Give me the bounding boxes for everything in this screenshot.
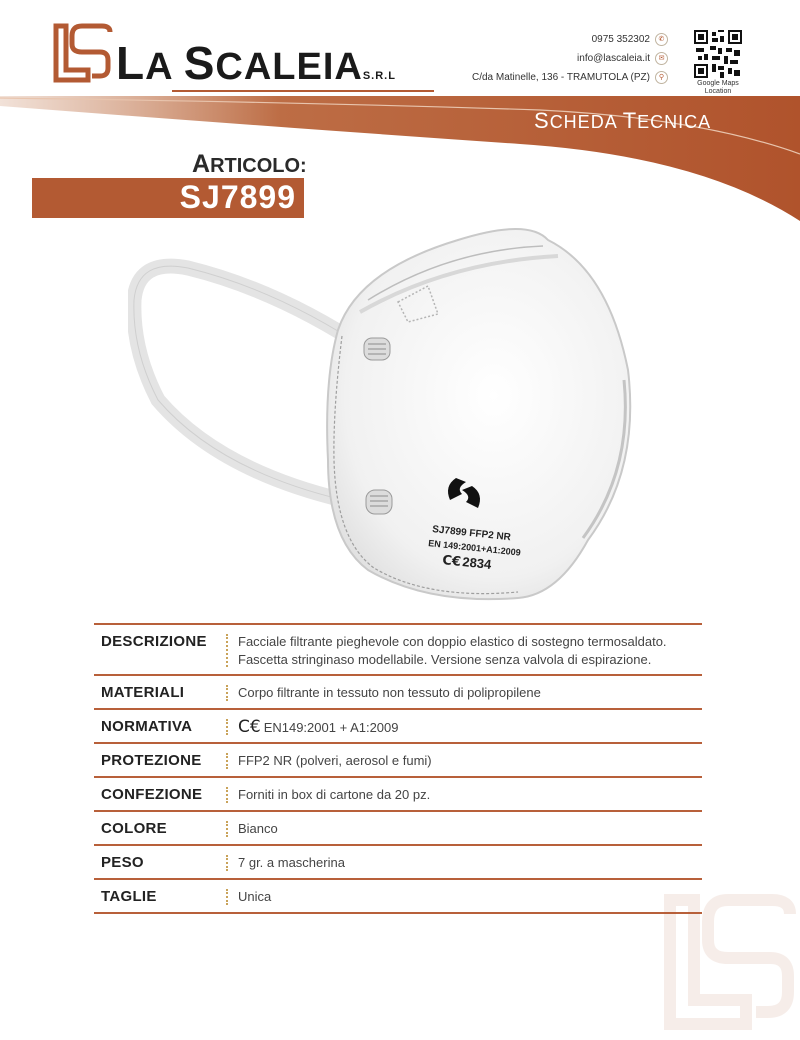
spec-label: MATERIALI <box>101 684 185 701</box>
article-label: ARTICOLO: <box>192 150 307 178</box>
location-pin-icon: ⚲ <box>655 71 668 84</box>
spec-table <box>94 623 702 914</box>
email-icon: ✉ <box>655 52 668 65</box>
spec-row-descrizione <box>94 623 702 674</box>
spec-label: NORMATIVA <box>101 718 193 735</box>
qr-caption: Google Maps Location <box>697 80 739 95</box>
spec-row-confezione <box>94 776 702 810</box>
contact-address <box>472 68 668 87</box>
company-name: LA SCALEIAS.R.L <box>116 37 396 89</box>
phone-number: 0975 352302 <box>591 33 650 45</box>
spec-separator <box>226 634 238 667</box>
spec-separator <box>226 787 238 803</box>
mask-print-line1: SJ7899 FFP2 NR <box>431 524 512 544</box>
spec-label: PROTEZIONE <box>101 752 202 769</box>
company-logo <box>52 22 396 92</box>
spec-value: 7 gr. a mascherina <box>238 855 345 870</box>
spec-separator <box>226 719 238 735</box>
contact-phone <box>472 30 668 49</box>
spec-row-materiali <box>94 674 702 708</box>
logo-underline <box>172 90 434 92</box>
spec-separator <box>226 889 238 905</box>
contact-email <box>472 49 668 68</box>
product-mask-image <box>128 210 668 610</box>
spec-row-normativa <box>94 708 702 742</box>
spec-value: Facciale filtrante pieghevole con doppio elastico di sostegno termosaldato. Fascetta stringinaso modellabile. Versione senza valvola di espirazione. <box>238 634 667 667</box>
postal-address: C/da Matinelle, 136 - TRAMUTOLA (PZ) <box>471 71 650 83</box>
spec-value: Forniti in box di cartone da 20 pz. <box>238 787 431 802</box>
logo-watermark-icon <box>650 880 800 1040</box>
spec-row-protezione <box>94 742 702 776</box>
spec-label: COLORE <box>101 820 167 837</box>
mask-ce-mark: C€ <box>441 553 462 570</box>
contact-block <box>472 30 668 87</box>
spec-label: TAGLIE <box>101 888 157 905</box>
spec-row-colore <box>94 810 702 844</box>
mask-print-line3: 2834 <box>461 554 493 573</box>
spec-value: C€ EN149:2001 + A1:2009 <box>238 717 399 737</box>
phone-icon: ✆ <box>655 33 668 46</box>
spec-label: DESCRIZIONE <box>101 633 207 650</box>
mask-print-line2: EN 149:2001+A1:2009 <box>427 538 522 558</box>
spec-separator <box>226 685 238 701</box>
spec-separator <box>226 753 238 769</box>
document-title: SCHEDA TECNICA <box>534 108 712 133</box>
qr-code-icon <box>694 30 742 78</box>
spec-value: FFP2 NR (polveri, aerosol e fumi) <box>238 753 432 768</box>
email-address: info@lascaleia.it <box>577 52 650 64</box>
spec-value: Corpo filtrante in tessuto non tessuto di polipropilene <box>238 685 541 700</box>
spec-value: Unica <box>238 889 272 904</box>
spec-separator <box>226 821 238 837</box>
company-suffix: S.R.L <box>362 70 396 82</box>
ce-mark-icon: C€ <box>238 717 261 737</box>
logo-ls-mark-icon <box>52 22 118 84</box>
spec-label: CONFEZIONE <box>101 786 203 803</box>
article-code: SJ7899 <box>179 179 296 215</box>
spec-label: PESO <box>101 854 144 871</box>
spec-row-peso <box>94 844 702 878</box>
spec-row-taglie <box>94 878 702 914</box>
spec-separator <box>226 855 238 871</box>
spec-value: Bianco <box>238 821 278 836</box>
